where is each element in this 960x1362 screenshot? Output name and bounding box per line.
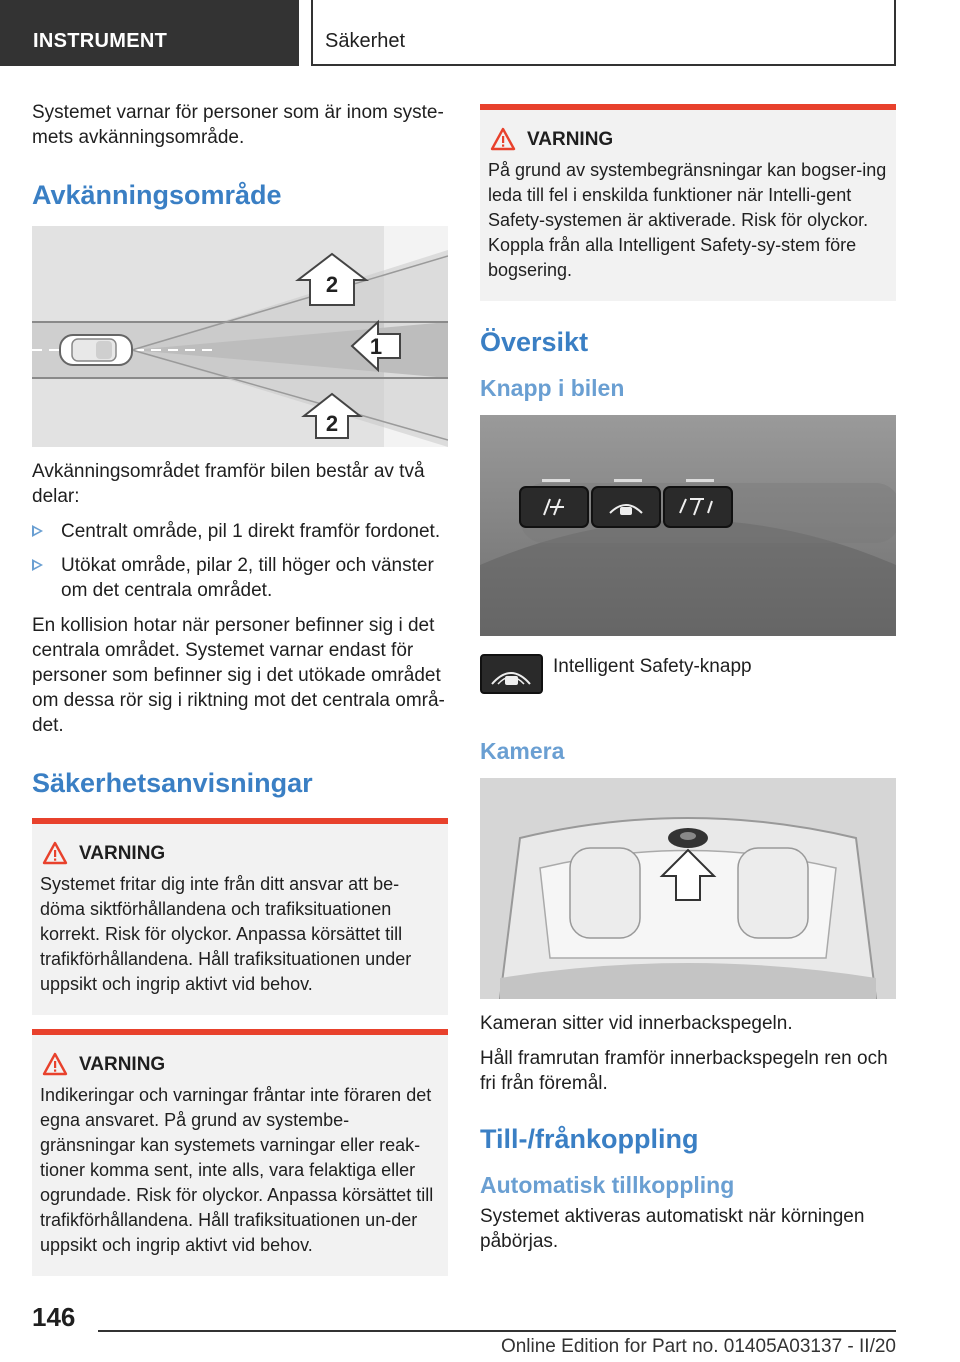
car-icon: [60, 335, 132, 365]
warning-triangle-icon: [490, 127, 516, 151]
heading-safety-instructions: Säkerhetsanvisningar: [32, 768, 313, 798]
warning-triangle-icon: [42, 1052, 68, 1076]
button-row: [520, 487, 732, 527]
heading-overview: Översikt: [480, 327, 589, 357]
intelligent-safety-button-icon: [480, 654, 543, 694]
warning-text-2: Indikeringar och varningar fråntar inte föraren det egna ansvaret. På grund av systembe-gränsningar kan systemets varningar eller reak-tioner komma sent, inte alls, vara felaktiga eller ogrundade. Risk för olyckor. Anpassa körsättet till trafikförhållandena. Håll trafiksituationen un-der uppsikt och ingrip aktivt vid behov.: [40, 1085, 434, 1255]
left-column: [32, 100, 448, 1276]
arrow-label-bottom: 2: [325, 411, 339, 436]
warning-title-2: VARNING: [40, 1053, 440, 1077]
button-photo: [480, 415, 896, 636]
auto-text: Systemet aktiveras automatiskt när körningen påbörjas.: [480, 1206, 865, 1252]
warning-box-3: [480, 104, 896, 301]
heading-toggle: Till-/frånkoppling: [480, 1124, 699, 1154]
header-chapter-tab: [311, 0, 896, 66]
header-section-label: INSTRUMENT: [33, 30, 168, 52]
footer-divider: [98, 1330, 896, 1332]
area-bullet-list: [32, 519, 448, 603]
camera-care-text: Håll framrutan framför innerbackspegeln ren och fri från föremål.: [480, 1048, 888, 1094]
header-section-tab: [0, 0, 299, 66]
warning-box-2: [32, 1029, 448, 1276]
area-description: Avkänningsområdet framför bilen består av två delar:: [32, 461, 425, 507]
warning-text-3: På grund av systembegränsningar kan bogser-ing leda till fel i enskilda funktioner när Intelli-gent Safety-systemen är aktiverade. Risk för olyckor. Koppla från alla Intelligent Safety-sy-stem före bogsering.: [488, 160, 887, 280]
camera-location-text: Kameran sitter vid innerbackspegeln.: [480, 1013, 793, 1034]
triangle-bullet-icon: [32, 525, 43, 537]
right-column: [480, 104, 896, 1264]
edition-text: Online Edition for Part no. 01405A03137 - II/20: [500, 1336, 896, 1357]
intro-text: Systemet varnar för personer som är inom syste-mets avkänningsområde.: [32, 102, 444, 148]
button-caption: Intelligent Safety-knapp: [553, 656, 752, 677]
header-chapter-label: Säkerhet: [325, 30, 406, 52]
arrow-label-top: 2: [325, 272, 339, 297]
detection-area-diagram: [32, 226, 448, 447]
camera-photo: [480, 778, 896, 999]
warning-title-1: VARNING: [40, 842, 440, 866]
subheading-camera: Kamera: [480, 738, 565, 764]
warning-text-1: Systemet fritar dig inte från ditt ansvar att be-döma siktförhållandena och trafiksituationen korrekt. Risk för olyckor. Anpassa körsättet till trafikförhållandena. Håll trafiksituationen under uppsikt och ingrip aktivt vid behov.: [40, 874, 412, 994]
detection-area-figure: [32, 226, 448, 447]
arrow-label-center: 1: [369, 334, 383, 359]
triangle-bullet-icon: [32, 559, 43, 571]
heading-detection-area: Avkänningsområde: [32, 180, 282, 210]
warning-triangle-icon: [42, 841, 68, 865]
collision-text: En kollision hotar när personer befinner sig i det centrala området. Systemet varnar endast för personer som befinner sig i det utökade området om dessa rör sig i riktning mot det centrala områ-det.: [32, 615, 445, 736]
subheading-auto: Automatisk tillkoppling: [480, 1172, 735, 1198]
bullet-central-area: Centralt område, pil 1 direkt framför fordonet.: [32, 519, 448, 544]
button-legend: [480, 654, 896, 714]
bullet-extended-area: Utökat område, pilar 2, till höger och vänster om det centrala området.: [32, 553, 448, 603]
page-number: 146: [32, 1302, 76, 1332]
warning-box-1: [32, 818, 448, 1015]
subheading-button: Knapp i bilen: [480, 375, 625, 401]
warning-title-3: VARNING: [488, 128, 888, 152]
